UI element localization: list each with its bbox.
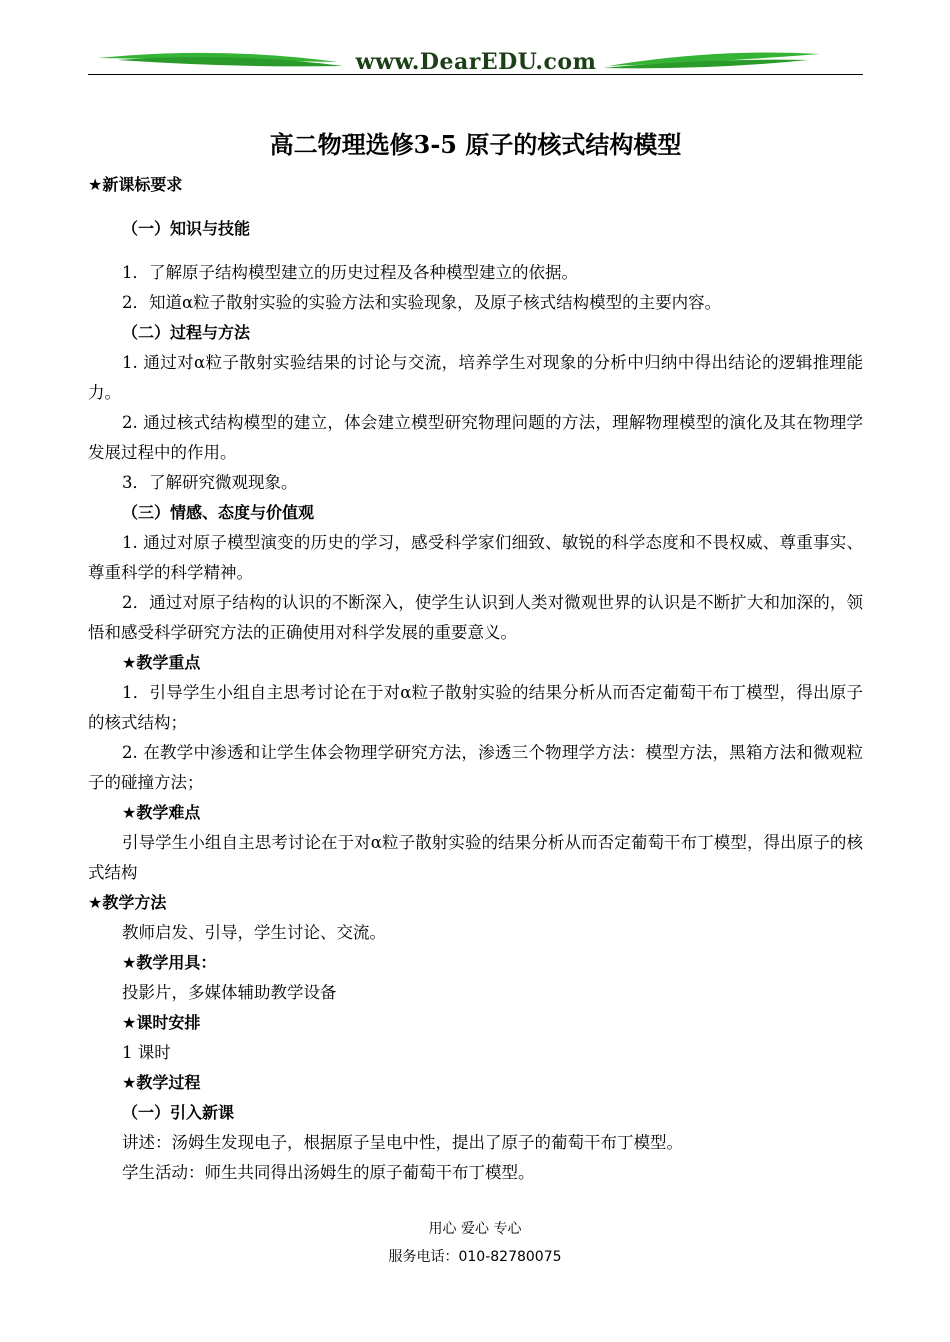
paragraph: 1．引导学生小组自主思考讨论在于对α粒子散射实验的结果分析从而否定葡萄干布丁模型，得出原子的核式结构； <box>88 683 863 732</box>
paragraph: 3．了解研究微观现象。 <box>122 473 298 492</box>
subheading-introduce-new-lesson: （一）引入新课 <box>122 1103 235 1122</box>
document-title: 高二物理选修3-5 原子的核式结构模型 <box>269 130 682 159</box>
subheading-emotion-attitude-values: （三）情感、态度与价值观 <box>122 503 315 522</box>
paragraph: 学生活动：师生共同得出汤姆生的原子葡萄干布丁模型。 <box>122 1163 535 1182</box>
heading-teaching-tools: ★教学用具： <box>122 953 217 972</box>
paragraph: 2．知道α粒子散射实验的实验方法和实验现象，及原子核式结构模型的主要内容。 <box>122 293 722 312</box>
paragraph: 1 课时 <box>122 1043 171 1062</box>
heading-teaching-method: ★教学方法 <box>88 893 167 912</box>
paragraph: 2. 在教学中渗透和让学生体会物理学研究方法，渗透三个物理学方法：模型方法，黑箱方法和微观粒子的碰撞方法； <box>88 743 863 792</box>
footer-slogan: 用心 爱心 专心 <box>428 1221 522 1237</box>
heading-schedule: ★课时安排 <box>122 1013 201 1032</box>
paragraph: 1. 通过对α粒子散射实验结果的讨论与交流，培养学生对现象的分析中归纳中得出结论的逻辑推理能力。 <box>88 353 863 402</box>
subheading-knowledge-skills: （一）知识与技能 <box>122 219 251 238</box>
site-url: www.DearEDU.com <box>355 49 597 75</box>
paragraph: 2．通过对原子结构的认识的不断深入，使学生认识到人类对微观世界的认识是不断扩大和加深的，领悟和感受科学研究方法的正确使用对科学发展的重要意义。 <box>88 593 863 642</box>
document-body <box>88 126 863 1188</box>
header-divider <box>88 74 863 75</box>
paragraph: 投影片，多媒体辅助教学设备 <box>122 983 337 1002</box>
heading-curriculum-requirements: ★新课标要求 <box>88 175 183 194</box>
heading-teaching-difficulty: ★教学难点 <box>122 803 201 822</box>
paragraph: 2. 通过核式结构模型的建立，体会建立模型研究物理问题的方法，理解物理模型的演化及其在物理学发展过程中的作用。 <box>88 413 863 462</box>
subheading-process-methods: （二）过程与方法 <box>122 323 251 342</box>
footer-phone: 服务电话：010-82780075 <box>388 1249 562 1265</box>
paragraph: 教师启发、引导，学生讨论、交流。 <box>122 923 386 942</box>
paragraph: 1．了解原子结构模型建立的历史过程及各种模型建立的依据。 <box>122 263 578 282</box>
paragraph: 1. 通过对原子模型演变的历史的学习，感受科学家们细致、敏锐的科学态度和不畏权威、尊重事实、尊重科学的科学精神。 <box>88 533 863 582</box>
heading-teaching-focus: ★教学重点 <box>122 653 201 672</box>
heading-teaching-process: ★教学过程 <box>122 1073 201 1092</box>
paragraph: 讲述：汤姆生发现电子，根据原子呈电中性，提出了原子的葡萄干布丁模型。 <box>122 1133 683 1152</box>
paragraph: 引导学生小组自主思考讨论在于对α粒子散射实验的结果分析从而否定葡萄干布丁模型，得出原子的核式结构 <box>88 833 863 882</box>
